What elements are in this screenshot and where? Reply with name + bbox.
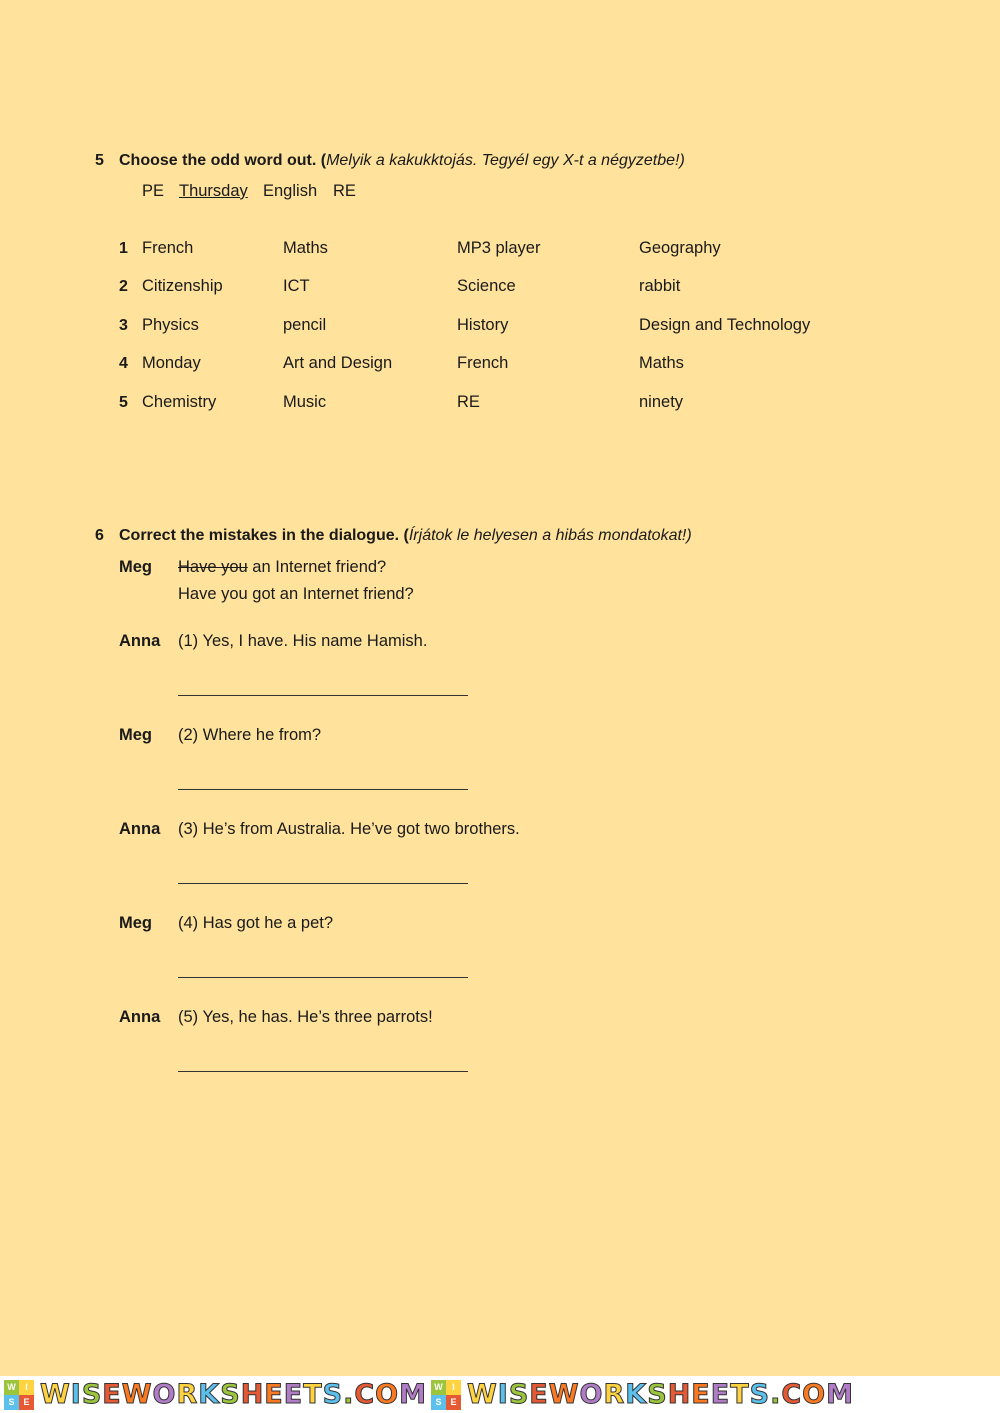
logo-letter: W bbox=[4, 1380, 19, 1395]
exercise-6-number: 6 bbox=[95, 527, 104, 544]
logo-letter: I bbox=[446, 1380, 461, 1395]
exercise-6-heading bbox=[119, 527, 692, 545]
logo-icon bbox=[4, 1380, 34, 1410]
speaker-name: Meg bbox=[119, 914, 152, 932]
struck-text: Have you bbox=[178, 558, 248, 576]
exercise-5-heading bbox=[119, 152, 685, 170]
word-option[interactable]: French bbox=[457, 354, 509, 372]
row-number: 3 bbox=[119, 317, 128, 334]
word-option[interactable]: MP3 player bbox=[457, 239, 541, 257]
example-corrected-line: Have you got an Internet friend? bbox=[178, 585, 414, 603]
exercise-5-paren: ( bbox=[316, 152, 327, 169]
exercise-6-paren: ( bbox=[399, 527, 409, 544]
dialogue-text: (1) Yes, I have. His name Hamish. bbox=[178, 632, 428, 650]
word-option[interactable]: ninety bbox=[639, 393, 684, 411]
answer-blank[interactable] bbox=[178, 883, 468, 884]
word-option[interactable]: Maths bbox=[639, 354, 684, 372]
example-wrong-line bbox=[178, 558, 386, 577]
word-option[interactable]: History bbox=[457, 316, 509, 334]
dialogue-text: (5) Yes, he has. He’s three parrots! bbox=[178, 1008, 433, 1026]
answer-blank[interactable] bbox=[178, 977, 468, 978]
word-option[interactable]: Citizenship bbox=[142, 277, 223, 295]
answer-blank[interactable] bbox=[178, 1071, 468, 1072]
logo-letter: W bbox=[431, 1380, 446, 1395]
word-option[interactable]: Maths bbox=[283, 239, 328, 257]
speaker-name: Anna bbox=[119, 820, 161, 838]
word-option[interactable]: ICT bbox=[283, 277, 310, 295]
word-option[interactable]: rabbit bbox=[639, 277, 681, 295]
logo-letter: S bbox=[4, 1395, 19, 1410]
exercise-5-instruction: Melyik a kakukktojás. Tegyél egy X-t a négyzetbe!) bbox=[326, 152, 685, 169]
answer-blank[interactable] bbox=[178, 695, 468, 696]
example-word: PE bbox=[142, 182, 165, 200]
word-option[interactable]: pencil bbox=[283, 316, 327, 334]
exercise-5-title: Choose the odd word out. bbox=[119, 152, 317, 169]
dialogue-text: (2) Where he from? bbox=[178, 726, 322, 744]
exercise-6-instruction: Írjátok le helyesen a hibás mondatokat!) bbox=[408, 527, 692, 544]
word-option[interactable]: French bbox=[142, 239, 194, 257]
example-word-answer: Thursday bbox=[179, 182, 248, 200]
answer-blank[interactable] bbox=[178, 789, 468, 790]
exercise-5-number: 5 bbox=[95, 152, 104, 169]
word-option[interactable]: Physics bbox=[142, 316, 199, 334]
logo-letter: E bbox=[19, 1395, 34, 1410]
speaker-name: Meg bbox=[119, 558, 152, 576]
brand bbox=[0, 1376, 427, 1413]
speaker-name: Anna bbox=[119, 632, 161, 650]
word-option[interactable]: RE bbox=[457, 393, 480, 411]
logo-letter: E bbox=[446, 1395, 461, 1410]
row-number: 4 bbox=[119, 355, 128, 372]
speaker-name: Anna bbox=[119, 1008, 161, 1026]
word-option[interactable]: Art and Design bbox=[283, 354, 393, 372]
word-option[interactable]: Science bbox=[457, 277, 516, 295]
footer-watermark bbox=[0, 1376, 1000, 1413]
example-word: English bbox=[263, 182, 318, 200]
logo-icon bbox=[431, 1380, 461, 1410]
word-option[interactable]: Monday bbox=[142, 354, 201, 372]
logo-letter: I bbox=[19, 1380, 34, 1395]
example-word: RE bbox=[333, 182, 356, 200]
row-number: 5 bbox=[119, 394, 128, 411]
speaker-name: Meg bbox=[119, 726, 152, 744]
row-number: 1 bbox=[119, 240, 128, 257]
dialogue-text: (4) Has got he a pet? bbox=[178, 914, 334, 932]
brand-text: WISEWORKSHEETS.COM bbox=[467, 1379, 854, 1410]
word-option[interactable]: Music bbox=[283, 393, 327, 411]
logo-letter: S bbox=[431, 1395, 446, 1410]
word-option[interactable]: Geography bbox=[639, 239, 721, 257]
word-option[interactable]: Chemistry bbox=[142, 393, 217, 411]
row-number: 2 bbox=[119, 278, 128, 295]
brand bbox=[427, 1376, 854, 1413]
exercise-6-title: Correct the mistakes in the dialogue. bbox=[119, 527, 400, 544]
example-rest: an Internet friend? bbox=[247, 558, 387, 576]
brand-text: WISEWORKSHEETS.COM bbox=[40, 1379, 427, 1410]
word-option[interactable]: Design and Technology bbox=[639, 316, 811, 334]
dialogue-text: (3) He’s from Australia. He’ve got two brothers. bbox=[178, 820, 520, 838]
